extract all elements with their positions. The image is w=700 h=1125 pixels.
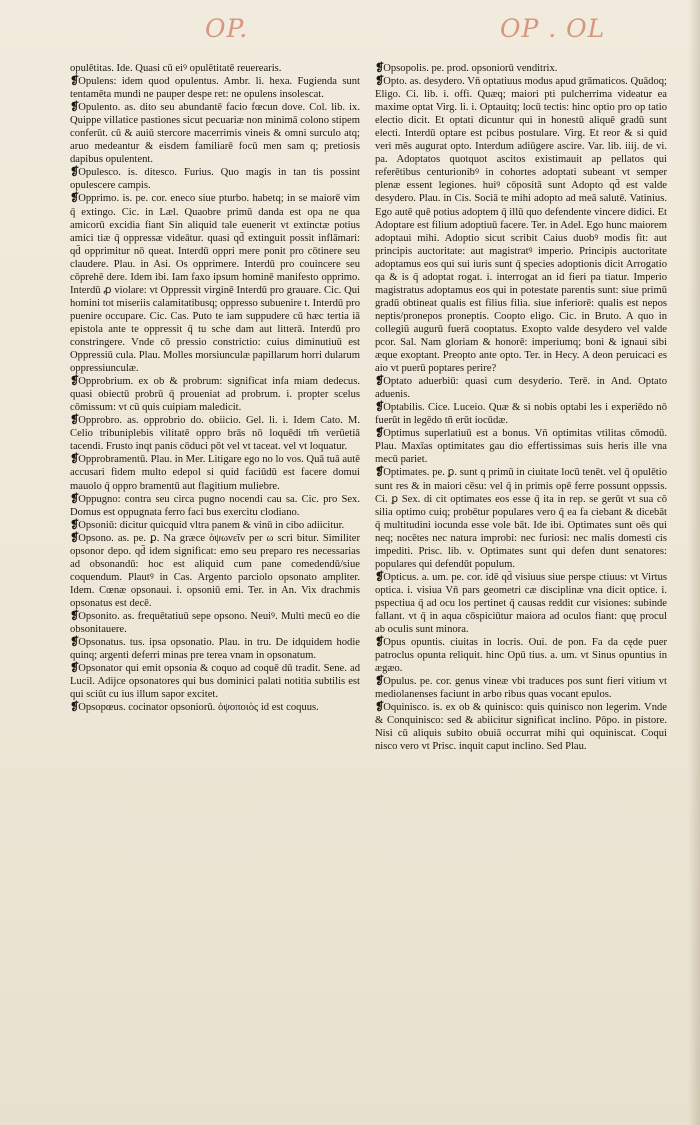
entry-text: Opulens: idem quod opulentus. Ambr. li. hexa. Fugienda sunt tentamēta mundi ne pauper despe ret: ne opulens insolescat.	[70, 76, 360, 101]
entry-text: Optabilis. Cice. Luceio. Quæ & si nobis optabi les i experiēdo nō fuerūt in legēdo tñ erūt iocūdæ.	[375, 402, 667, 427]
paragraph-mark-icon: ❡	[70, 101, 79, 114]
entry	[70, 519, 360, 532]
entry	[375, 401, 667, 427]
paragraph-mark-icon: ❡	[375, 701, 384, 714]
entry	[375, 571, 667, 636]
entry-text: Optimus superlatiuū est a bonus. Vn̄ optimitas vtilitas cōmodū. Plau. Maxīas optimitates gau dio effertissimas suis heris ille vna mecū pariet.	[375, 428, 667, 466]
entry	[375, 427, 667, 466]
entry-text: Opulento. as. dito seu abundantē facio fœcun dove. Col. lib. ix. Quippe villatice pastiones sicut pecuariæ non minimā colono stipem conferūt. cū & auiū stercore macerrimis vineis & omni surculo atq; aruo medeantur & eisdem familiarē focū men sam q; pretiosis dapibus opulentent.	[70, 102, 360, 166]
entry-text: Opsonatus. tus. ipsa opsonatio. Plau. in tru. De idquidem hodie quinq; argenti deferri minas pre terea vnam in opsonatum.	[70, 637, 360, 662]
entry	[375, 62, 667, 75]
paragraph-mark-icon: ❡	[375, 375, 384, 388]
paragraph-mark-icon: ❡	[70, 75, 79, 88]
entry-text: opulētitas. Ide. Quasi cū eiꝰ opulētitatē reuerearis.	[70, 63, 282, 74]
entry	[375, 675, 667, 701]
entry-text: Oquinisco. is. ex ob & quinisco: quis quinisco non legerim. Vnde & Conquinisco: sed & abiicitur significat inclino. Pōpo. in pistore. Nisi cū aliquis subito obuiā occurrat mihi qui oquiniscat. Coqui nisco vero vt Prisc. inquit caput inclino. Sed Plau.	[375, 702, 667, 753]
entry	[375, 466, 667, 570]
entry-text: Opsonito. as. frequētatiuū sepe opsono. Neuiꝰ. Multi mecū eo die obsonitauere.	[70, 610, 360, 636]
paragraph-mark-icon: ❡	[375, 401, 384, 414]
entry-text: Opto. as. desydero. Vn̄ optatiuus modus apud grāmaticos. Quādoq; Eligo. Ci. lib. i. offi. Quæq; maiori pti pulcherrima videatur ea maxime optat Virg. li. i. Optauitq; locū tectis: hinc optio pro op tatio electio dicit. Et optati dicuntur qui in honestū aliquē gradū sunt electi. Interdū optare est pcibus postulare. Virg. Et reor & si quid veri mēs augurat opto. Interdum adiūgere ascire. Var. lib. iiij. de vi. pa. Adoptatos quotquot ascitos existimauit ap pellatos qui referētibus centurionibꝰ in cohortes adoptati subeant vt semper plenæ essent legiones. huiꝰ cōpositā sunt Adopto qd̄ est valde desydero. Plau. in Cis. Sociā te mihi adopto ad meā salutē. Vatinius. Ego autē quē potius adoptem q̄ illū quo defendente vincere didici. Et Adoptare est filium adoptiuū facere. Ter. in Adel. Ego hunc maiorem adoptaui mihi. Adoptio sicut scribit Caius duobꝰ modis fit: aut principis auctoritate: aut magistratꝰ imperio. Principis auctoritate adoptamus eos qui sui iuris sunt q̄ species adoptionis dicit Arrogatio qa & is q̄ adoptat rogat. i. interrogat an id fieri pa tiatur. Imperio magistratus adoptamus eos qui in potestate parentis sunt: siue primū gradū obtineat qualis est filius filia. siue inferiorē: qualis est nepos neptis/pronepos proneptis. Coopto eligo. Cic. in Bruto. A quo in collegiū augurū fuerā cooptatus. Exopto valde desydero vel valde pcor. Sal. Nam gloriam & honorē: imperiumq; boni & ignaui sibi æque exoptant. Preopto ante opto. Ter. in Hecy. A deon peruicaci es aio vt puerū poptares perire?	[375, 76, 667, 375]
entry	[70, 453, 360, 492]
paragraph-mark-icon: ❡	[70, 192, 79, 205]
entry	[70, 414, 360, 453]
paragraph-mark-icon: ❡	[375, 75, 384, 88]
entry	[375, 375, 667, 401]
entry	[70, 166, 360, 192]
entry-continuation	[70, 62, 360, 75]
entry-text: Opus opuntis. ciuitas in locris. Oui. de pon. Fa da cęde puer patroclus opunta reliquit. hinc Opū tius. a. um. vt Sinus opuntius in ægæo.	[375, 637, 667, 675]
entry	[70, 701, 360, 714]
paragraph-mark-icon: ❡	[375, 675, 384, 688]
entry	[70, 101, 360, 166]
entry-text: Opsonator qui emit opsonia & coquo ad coquē dū tradit. Sene. ad Lucil. Adijce opsonatores qui bus dominici palati notitia subtilis est qui sciūt cu ius illum sapor excitet.	[70, 663, 360, 701]
paragraph-mark-icon: ❡	[375, 636, 384, 649]
left-column	[70, 62, 360, 714]
paragraph-mark-icon: ❡	[70, 375, 79, 388]
entry-text: Opulus. pe. cor. genus vineæ vbi traduces pos sunt fieri vitium vt mediolanenses faciunt in arbo ribus quas vocant epulos.	[375, 676, 667, 701]
page-edge-shadow	[688, 0, 700, 1125]
paragraph-mark-icon: ❡	[375, 427, 384, 440]
paragraph-mark-icon: ❡	[375, 466, 384, 479]
paragraph-mark-icon: ❡	[375, 570, 384, 583]
entry-text: Optimates. pe. ꝑ. sunt q primū in ciuitate locū tenēt. vel q̄ opulētio sunt res & in maiori cēsu: vel q̄ in primis opē ferre possunt oppssis. Ci. ꝑ Sex. di cit optimates eos esse q̄ ita in rep. se gerūt vt sua cō silia optimo cuiq; probētur populares vero q̄ ea fa ciebant & dicebāt q̄ multitudini iocunda esse vole bāt. Ide ibi. Optimates sunt oēs qui neq; nocētes nec natura improbi: nec furiosi: nec malis domesti cis impediti. Prisc. lib. v. Optimates sunt qui defen dunt senatores: populares qui defendūt populum.	[375, 467, 667, 570]
paragraph-mark-icon: ❡	[375, 62, 384, 74]
entry-text: Opsopolis. pe. prod. opsoniorū venditrix.	[383, 63, 558, 74]
entry	[70, 636, 360, 662]
entry	[375, 701, 667, 753]
entry	[70, 610, 360, 636]
paragraph-mark-icon: ❡	[70, 662, 79, 675]
paragraph-mark-icon: ❡	[70, 518, 79, 531]
entry	[70, 375, 360, 414]
paragraph-mark-icon: ❡	[70, 453, 79, 466]
entry-text: Opsono. as. pe. ꝑ. Na græce ὀψωνεῖν per ω scri bitur. Similiter opsonor depo. qd̄ idem significat: emo seu preparo res necessarias ad obsonandū: hoc est aliquid cum pane comedendū/siue coquendum. Plautꝰ in Cas. Argento parciolo opsonato ampliter. Idem. Cœnæ opsonaui. i. opsoniū emi. Ter. in An. Vix drachmis opsonatus est decē.	[70, 532, 360, 609]
entry-text: Opprobrium. ex ob & probrum: significat infa miam dedecus. quasi obiectū probrū q̄ proueniat ad probrum. i. propter scelus cōmissum: vt cū quis cuipiam maledicit.	[70, 376, 360, 414]
entry	[375, 636, 667, 675]
paragraph-mark-icon: ❡	[70, 701, 79, 714]
entry	[70, 662, 360, 701]
entry	[375, 75, 667, 375]
entry	[70, 493, 360, 519]
right-column	[375, 62, 667, 753]
margin-note-left: OP.	[205, 14, 249, 43]
entry-text: Optato aduerbiū: quasi cum desyderio. Terē. in And. Optato aduenis.	[375, 376, 667, 401]
paragraph-mark-icon: ❡	[70, 492, 79, 505]
margin-note-right: OP . OL	[500, 14, 606, 43]
paragraph-mark-icon: ❡	[70, 414, 79, 427]
entry-text: Opprobramentū. Plau. in Mer. Litigare ego no lo vos. Quā tuā autē accusari fidem multo edepol si quid faciūdū est facere domui mauolo q̄ oppro bramentū aut flagitium muliebre.	[70, 454, 360, 492]
paragraph-mark-icon: ❡	[70, 609, 79, 622]
paragraph-mark-icon: ❡	[70, 166, 79, 179]
entry-text: Opprobro. as. opprobrio do. obiicio. Gel. li. i. Idem Cato. M. Celio tribuniplebis vilitatē oppro brās nō loquēdi tm̄ verūetiā tacendi. Frusto inqt panis cōduci pōt vel vt taceat. vel vt loquatur.	[70, 415, 360, 453]
paragraph-mark-icon: ❡	[70, 636, 79, 649]
entry-text: Opticus. a. um. pe. cor. idē qd̄ visiuus siue perspe ctiuus: vt Virtus optica. i. visiua Vn̄ pars geometri cæ disciplinæ vna dicit optice. i. pspectiua q̄ ad ocu los pertinet q̄ causas reddit cur visiones: subinde fallant. vt q̄ in aqua cōspiciūtur maiora ad oculos fiant: quę procul ab oculis sunt minora.	[375, 571, 667, 636]
paragraph-mark-icon: ❡	[70, 531, 79, 544]
entry-text: Opprimo. is. pe. cor. eneco siue pturbo. habetq; in se maiorē vim q̄ extingo. Cic. in Læl. Quaobre primū danda est opa ne qua amicorū excidia fiant Sin aliquid tale euenerit vt extinctæ potius amici tiæ q̄ oppressæ videātur. quasi qd̄ extinguit possit inflāmari: qd̄ opprimitur nō queat. Interdū oppri mere ponit pro cōtinere seu claudere. Plau. in Asi. Os opprimere. Interdū pro couincere seu cōprehē dere. Idem ibi. Iam faxo ipsum hominē manifesto opprimo. Interdū ꝓ violare: vt Oppressit virginē Interdū pro grauare. Cic. Qui homini tot miseriis calamitatibusq; oppresso subuenire t. Interdū pro puenire occupare. Cic. Cas. Puto te iam suppudere cū hæc tertia iā epistola ante te oppressit q̄ tu sche dam aut litterā. Interdū pro constringere. Vnde cō pressio constrictio: cuius diminutiuū est Oppressiū cula. Plau. Molles morsiunculæ papillarum horri dularum oppressiunculæ.	[70, 193, 360, 375]
entry	[70, 75, 360, 101]
entry-text: Opsoniū: dicitur quicquid vltra panem & vinū in cibo adiicitur.	[78, 519, 345, 531]
entry	[70, 532, 360, 610]
entry	[70, 192, 360, 375]
entry-text: Opsopœus. cocinator opsoniorū. ὀψοποιὸς id est coquus.	[78, 702, 319, 714]
entry-text: Opulesco. is. ditesco. Furius. Quo magis in tan tis possint opulescere campis.	[70, 167, 360, 192]
entry-text: Oppugno: contra seu circa pugno nocendi cau sa. Cic. pro Sex. Domus est oppugnata ferro faci bus exercitu clodiano.	[70, 493, 360, 518]
